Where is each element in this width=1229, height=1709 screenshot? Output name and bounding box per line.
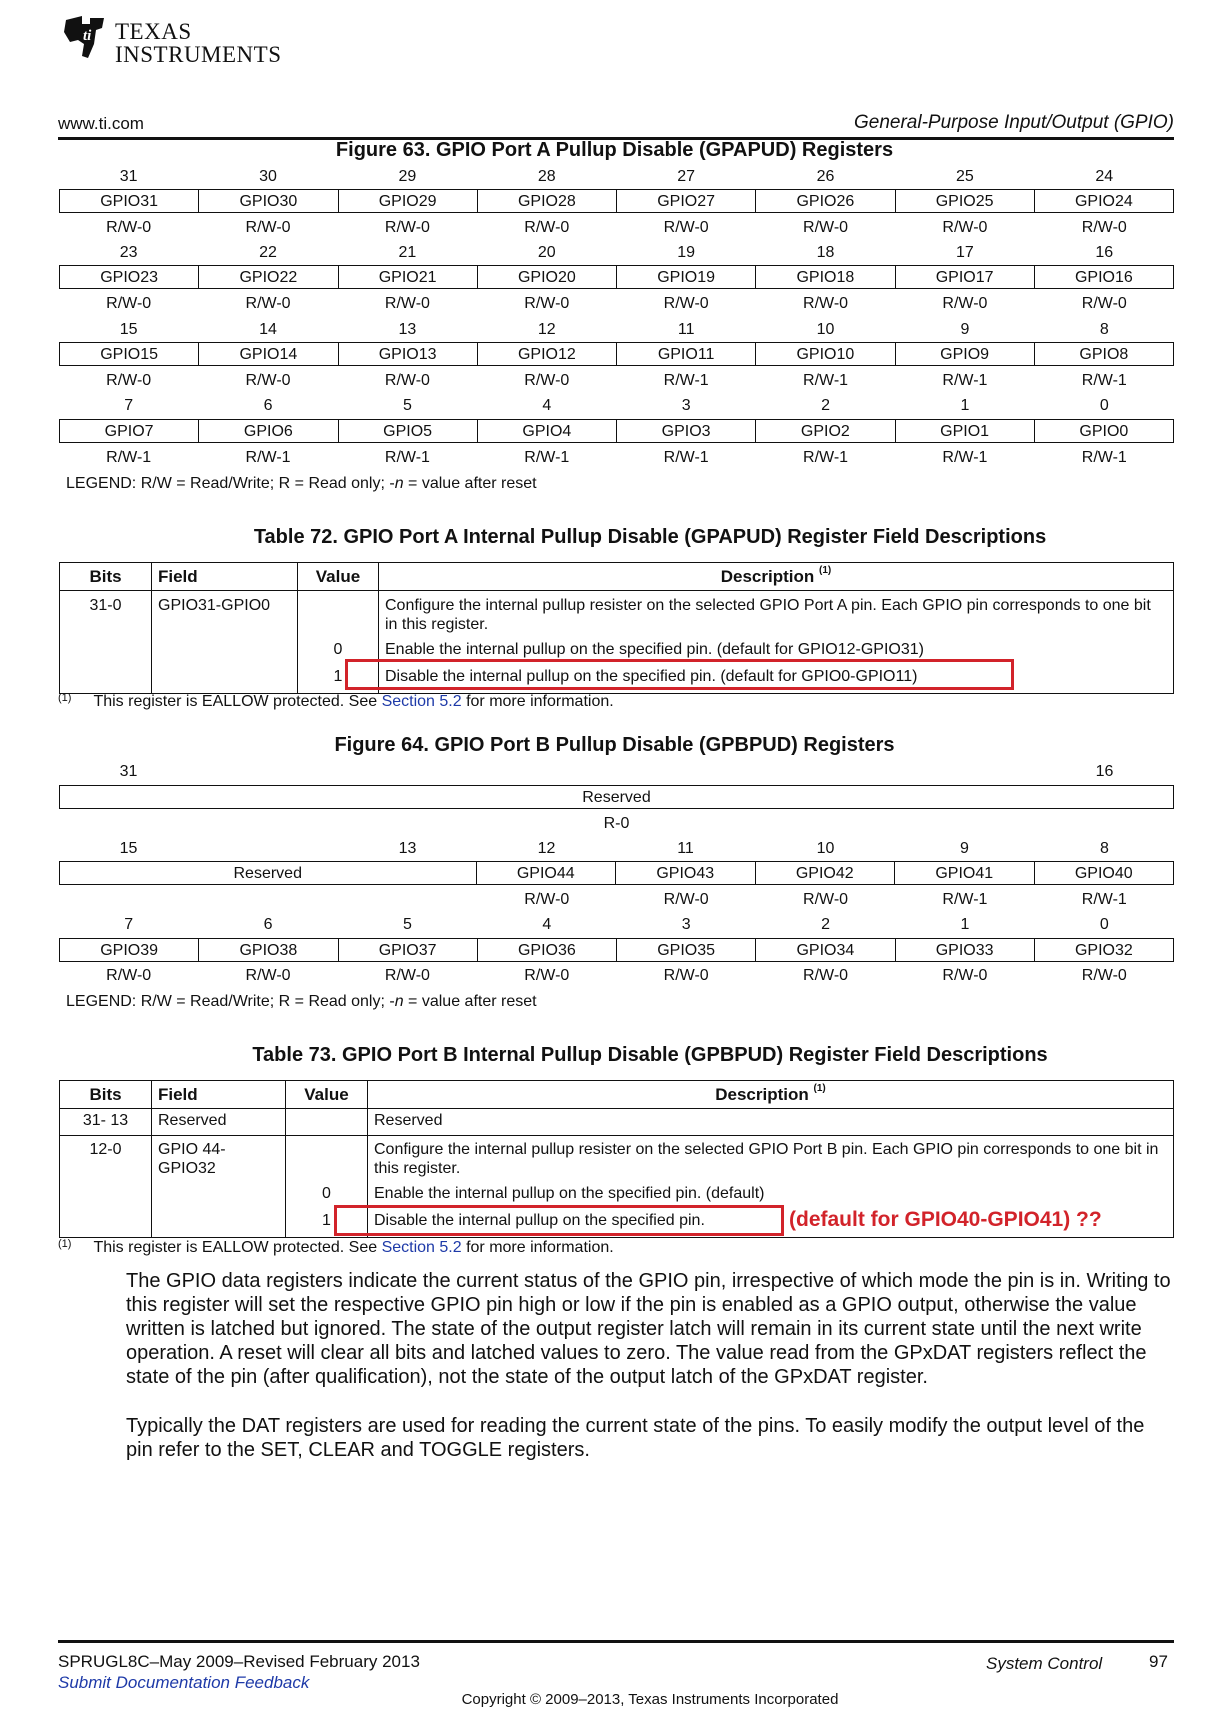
description-cell: Enable the internal pullup on the specified pin. (default) (368, 1182, 1174, 1209)
legend-text: LEGEND: R/W = Read/Write; R = Read only; - (66, 993, 395, 1010)
bit-number: 15 (119, 321, 138, 338)
access-value: R/W-0 (384, 295, 430, 312)
access-row (59, 449, 1174, 467)
bit-number: 13 (398, 321, 417, 338)
access-value: R/W-1 (1081, 449, 1127, 466)
access-value: R/W-1 (803, 449, 849, 466)
register-field: GPIO32 (1034, 939, 1173, 961)
register-field: GPIO14 (198, 343, 337, 365)
access-row (59, 219, 1174, 237)
bit-number: 29 (398, 168, 417, 185)
bit-number: 7 (124, 397, 134, 414)
bit-number: 24 (1095, 168, 1114, 185)
register-field: GPIO2 (755, 420, 894, 442)
header-section-title: General-Purpose Input/Output (GPIO) (854, 112, 1174, 133)
bit-number: 23 (119, 244, 138, 261)
bits-cell: 12-0 (60, 1136, 152, 1183)
bit-number: 15 (119, 840, 138, 857)
register-field: GPIO22 (198, 266, 337, 288)
legend-text: = value after reset (403, 993, 537, 1010)
bit-number: 22 (259, 244, 277, 261)
bit-number: 31 (119, 168, 138, 185)
access-value: R/W-1 (1081, 372, 1127, 389)
bit-number: 26 (816, 168, 835, 185)
col-value-header: Value (286, 1081, 368, 1109)
access-value: R/W-0 (942, 295, 988, 312)
bit-numbers-row (59, 763, 1174, 783)
legend-n: n (394, 993, 404, 1010)
footnote-ref: (1) (813, 1082, 826, 1094)
access-value: R/W-0 (1081, 967, 1127, 984)
access-value: R-0 (603, 815, 630, 832)
ti-wordmark (115, 20, 282, 66)
ti-logo-icon (60, 14, 110, 62)
col-description-header (368, 1081, 1174, 1109)
register-field: GPIO23 (100, 269, 159, 286)
table-row (60, 1109, 1174, 1136)
footnote (58, 693, 614, 711)
bit-number: 3 (681, 916, 691, 933)
body-paragraph: Typically the DAT registers are used for reading the current state of the pins. To easily modify the output level of the pin refer to the SET, CLEAR and TOGGLE registers. (126, 1415, 1145, 1461)
description-label: Description (715, 1084, 809, 1104)
register-field: GPIO44 (476, 862, 616, 884)
access-row (59, 967, 1174, 985)
description-cell: Disable the internal pullup on the specified pin. (default for GPIO0-GPIO11) (379, 665, 1174, 694)
register-field: GPIO8 (1034, 343, 1173, 365)
bit-numbers-row (59, 397, 1174, 415)
bit-number: 5 (402, 916, 412, 933)
access-value: R/W-0 (245, 219, 291, 236)
register-field: GPIO31 (100, 193, 159, 210)
access-value: R/W-0 (106, 372, 152, 389)
bit-number: 4 (542, 916, 552, 933)
access-value: R/W-0 (942, 219, 988, 236)
site-url[interactable]: www.ti.com (58, 114, 144, 133)
bit-number: 16 (1095, 763, 1114, 780)
bit-number: 10 (816, 321, 835, 338)
access-value: R/W-1 (942, 891, 988, 908)
register-field-row (59, 265, 1174, 289)
access-row (59, 815, 1174, 833)
bit-numbers-row (59, 168, 1174, 186)
description-cell: Configure the internal pullup resister on the selected GPIO Port A pin. Each GPIO pin corresponds to one bit in this register. (379, 591, 1174, 639)
access-value: R/W-0 (106, 967, 152, 984)
figure-63-title: Figure 63. GPIO Port A Pullup Disable (GPAPUD) Registers (335, 139, 894, 161)
value-cell: 0 (298, 638, 379, 665)
register-field: GPIO21 (338, 266, 477, 288)
register-field: GPIO30 (198, 190, 337, 212)
access-value: R/W-0 (1081, 295, 1127, 312)
field-cell: GPIO 44-GPIO32 (152, 1136, 286, 1183)
access-value: R/W-1 (942, 372, 988, 389)
register-field: GPIO9 (895, 343, 1034, 365)
footnote-text: This register is EALLOW protected. See (93, 693, 382, 710)
description-label: Description (720, 566, 815, 586)
bit-numbers-row (59, 321, 1174, 339)
register-field: GPIO28 (477, 190, 616, 212)
bit-number: 0 (1099, 397, 1109, 414)
footnote-text: for more information. (461, 1239, 614, 1256)
copyright: Copyright © 2009–2013, Texas Instruments Incorporated (461, 1691, 839, 1708)
empty-cell (59, 891, 477, 909)
value-cell (298, 591, 379, 639)
figure-64-title: Figure 64. GPIO Port B Pullup Disable (GPBPUD) Registers (334, 734, 895, 756)
feedback-link[interactable]: Submit Documentation Feedback (58, 1673, 310, 1692)
footnote-mark: (1) (58, 1238, 72, 1250)
access-value: R/W-1 (942, 449, 988, 466)
bit-number: 31 (119, 763, 138, 780)
access-value: R/W-0 (524, 295, 570, 312)
bit-number: 2 (821, 397, 831, 414)
page-number: 97 (1149, 1652, 1168, 1671)
bit-numbers-row (59, 916, 1174, 934)
access-value: R/W-0 (803, 891, 849, 908)
register-field-row (59, 861, 1174, 885)
access-value: R/W-1 (106, 449, 152, 466)
access-value: R/W-1 (663, 449, 709, 466)
empty-cell (152, 1209, 286, 1238)
register-field: GPIO13 (338, 343, 477, 365)
highlight-box (334, 1205, 784, 1236)
empty-cell (60, 638, 152, 665)
table-72-title: Table 72. GPIO Port A Internal Pullup Disable (GPAPUD) Register Field Descriptions (253, 526, 1047, 548)
brand-line-1: TEXAS (115, 19, 192, 44)
register-field: GPIO35 (616, 939, 755, 961)
description-cell: Reserved (368, 1109, 1174, 1136)
access-value: R/W-0 (1081, 219, 1127, 236)
register-field-reserved: Reserved (233, 865, 302, 882)
access-value: R/W-0 (106, 219, 152, 236)
bit-number: 21 (398, 244, 417, 261)
table-73-title: Table 73. GPIO Port B Internal Pullup Disable (GPBPUD) Register Field Descriptions (252, 1044, 1048, 1066)
footnote-ref: (1) (819, 564, 832, 576)
access-value: R/W-0 (524, 967, 570, 984)
access-value: R/W-0 (384, 219, 430, 236)
bit-number: 1 (960, 916, 970, 933)
empty-cell (60, 665, 152, 694)
bit-number: 11 (677, 840, 694, 857)
field-cell: Reserved (152, 1109, 286, 1136)
section-link[interactable]: Section 5.2 (381, 693, 462, 710)
col-field-header: Field (152, 1081, 286, 1109)
register-field: GPIO42 (755, 862, 895, 884)
bit-number: 6 (263, 397, 273, 414)
bit-number: 9 (960, 840, 969, 857)
bit-number: 6 (263, 916, 273, 933)
access-value: R/W-0 (663, 967, 709, 984)
access-row (59, 891, 1174, 909)
bit-number: 3 (681, 397, 691, 414)
register-field: GPIO15 (100, 346, 159, 363)
empty-cell (60, 1182, 152, 1209)
access-value: R/W-0 (803, 295, 849, 312)
table-row (60, 1136, 1174, 1183)
register-field-row (59, 342, 1174, 366)
empty-cell (152, 665, 298, 694)
legend-text: = value after reset (403, 475, 537, 492)
field-cell: GPIO31-GPIO0 (152, 591, 298, 639)
bit-number: 7 (124, 916, 134, 933)
access-value: R/W-0 (663, 219, 709, 236)
handwritten-annotation: (default for GPIO40-GPIO41) ?? (789, 1208, 1102, 1231)
register-field: GPIO19 (616, 266, 755, 288)
register-field-reserved: Reserved (582, 789, 651, 806)
register-field: GPIO18 (755, 266, 894, 288)
register-field: GPIO17 (895, 266, 1034, 288)
access-value: R/W-0 (245, 372, 291, 389)
bits-cell: 31- 13 (60, 1109, 152, 1136)
register-field: GPIO5 (338, 420, 477, 442)
register-field: GPIO29 (338, 190, 477, 212)
access-value: R/W-0 (524, 372, 570, 389)
register-field: GPIO16 (1034, 266, 1173, 288)
bit-number: 11 (677, 321, 695, 338)
register-field: GPIO10 (755, 343, 894, 365)
bits-cell: 31-0 (60, 591, 152, 639)
bit-number: 17 (956, 244, 974, 261)
bit-number: 19 (677, 244, 696, 261)
register-field: GPIO43 (615, 862, 755, 884)
bit-number: 8 (1100, 840, 1109, 857)
col-bits-header: Bits (60, 1081, 152, 1109)
brand-line-2: INSTRUMENTS (115, 42, 282, 67)
value-cell: 0 (286, 1182, 368, 1209)
legend-text: LEGEND: R/W = Read/Write; R = Read only; - (66, 475, 395, 492)
access-value: R/W-0 (663, 295, 709, 312)
table-header-row (60, 1081, 1174, 1109)
bit-number: 18 (816, 244, 835, 261)
empty-cell (152, 1182, 286, 1209)
col-bits-header: Bits (60, 563, 152, 591)
bit-number: 12 (537, 321, 556, 338)
access-value: R/W-0 (803, 967, 849, 984)
access-value: R/W-1 (245, 449, 291, 466)
description-cell: Enable the internal pullup on the specified pin. (default for GPIO12-GPIO31) (379, 638, 1174, 665)
bit-number: 10 (816, 840, 835, 857)
register-field: GPIO37 (338, 939, 477, 961)
bit-number: 14 (259, 321, 277, 338)
footnote-text: This register is EALLOW protected. See (93, 1239, 382, 1256)
register-field: GPIO11 (616, 343, 755, 365)
value-cell: 1 (286, 1209, 368, 1238)
description-text: Disable the internal pullup on the specified pin. (374, 1212, 705, 1229)
section-link[interactable]: Section 5.2 (381, 1239, 462, 1256)
footer-section: System Control (986, 1654, 1103, 1673)
footnote (58, 1239, 614, 1257)
value-cell (286, 1136, 368, 1183)
bit-numbers-row (59, 840, 1174, 860)
col-field-header: Field (152, 563, 298, 591)
legend-n: n (394, 475, 404, 492)
register-field: GPIO4 (477, 420, 616, 442)
register-field: GPIO12 (477, 343, 616, 365)
access-value: R/W-0 (384, 967, 430, 984)
access-value: R/W-0 (524, 219, 570, 236)
access-value: R/W-0 (663, 891, 709, 908)
access-value: R/W-1 (524, 449, 570, 466)
register-field: GPIO33 (895, 939, 1034, 961)
bit-number: 30 (259, 168, 277, 185)
access-value: R/W-0 (245, 967, 291, 984)
access-value: R/W-1 (663, 372, 709, 389)
register-field: GPIO36 (477, 939, 616, 961)
bit-number: 12 (537, 840, 556, 857)
access-value: R/W-0 (942, 967, 988, 984)
register-field-row (59, 419, 1174, 443)
body-paragraph: The GPIO data registers indicate the current status of the GPIO pin, irrespective of which mode the pin is in. Writing to this register will set the respective GPIO pin high or low if the pin is enabled as a GPIO output, otherwise the value written is latched but ignored. The state of the output register latch will remain in its current state until the next write operation. A reset will clear all bits and latched values to zero. The value read from the GPxDAT registers reflect the state of the pin (after qualification), not the state of the output latch of the GPxDAT register. (126, 1270, 1171, 1388)
register-field: GPIO1 (895, 420, 1034, 442)
description-cell: Configure the internal pullup resister on the selected GPIO Port B pin. Each GPIO pin corresponds to one bit in this register. (368, 1136, 1174, 1183)
col-value-header: Value (298, 563, 379, 591)
access-value: R/W-1 (1081, 891, 1127, 908)
bit-number: 25 (956, 168, 974, 185)
register-field: GPIO34 (755, 939, 894, 961)
figure-63-legend (66, 475, 537, 493)
figure-64-legend (66, 993, 537, 1011)
bit-number: 2 (821, 916, 831, 933)
access-value: R/W-1 (803, 372, 849, 389)
register-field-row (59, 938, 1174, 962)
register-field: GPIO25 (895, 190, 1034, 212)
register-field: GPIO7 (104, 423, 154, 440)
register-field: GPIO0 (1034, 420, 1173, 442)
footer-rule (58, 1640, 1174, 1643)
bit-number: 1 (960, 397, 970, 414)
bit-number: 8 (1099, 321, 1109, 338)
access-value: R/W-1 (384, 449, 430, 466)
register-field: GPIO27 (616, 190, 755, 212)
register-field: GPIO38 (198, 939, 337, 961)
highlight-box (345, 659, 1014, 690)
footnote-mark: (1) (58, 692, 72, 704)
bit-number: 0 (1099, 916, 1109, 933)
access-value: R/W-0 (245, 295, 291, 312)
register-field: GPIO41 (894, 862, 1034, 884)
bit-number: 4 (542, 397, 552, 414)
value-cell (286, 1109, 368, 1136)
table-row (60, 591, 1174, 639)
empty-cell (152, 638, 298, 665)
register-field: GPIO39 (100, 942, 159, 959)
bit-number: 20 (537, 244, 556, 261)
bit-numbers-row (59, 244, 1174, 262)
register-field-row (59, 785, 1174, 809)
bit-number: 27 (677, 168, 696, 185)
access-row (59, 372, 1174, 390)
value-cell: 1 (298, 665, 379, 694)
bit-number: 9 (960, 321, 970, 338)
access-value: R/W-0 (106, 295, 152, 312)
table-header-row (60, 563, 1174, 591)
register-field: GPIO20 (477, 266, 616, 288)
access-value: R/W-0 (524, 891, 570, 908)
register-field: GPIO24 (1034, 190, 1173, 212)
access-value: R/W-0 (384, 372, 430, 389)
bit-number: 28 (537, 168, 556, 185)
doc-revision: SPRUGL8C–May 2009–Revised February 2013 (58, 1652, 420, 1671)
col-description-header (379, 563, 1174, 591)
register-field: GPIO3 (616, 420, 755, 442)
bit-number: 5 (402, 397, 412, 414)
bit-number: 16 (1095, 244, 1114, 261)
svg-text:ti: ti (83, 28, 92, 44)
empty-cell (60, 1209, 152, 1238)
access-value: R/W-0 (803, 219, 849, 236)
footnote-text: for more information. (461, 693, 614, 710)
register-field-row (59, 189, 1174, 213)
access-row (59, 295, 1174, 313)
bit-number: 13 (398, 840, 417, 857)
register-field: GPIO6 (198, 420, 337, 442)
register-field: GPIO26 (755, 190, 894, 212)
register-field: GPIO40 (1034, 862, 1174, 884)
